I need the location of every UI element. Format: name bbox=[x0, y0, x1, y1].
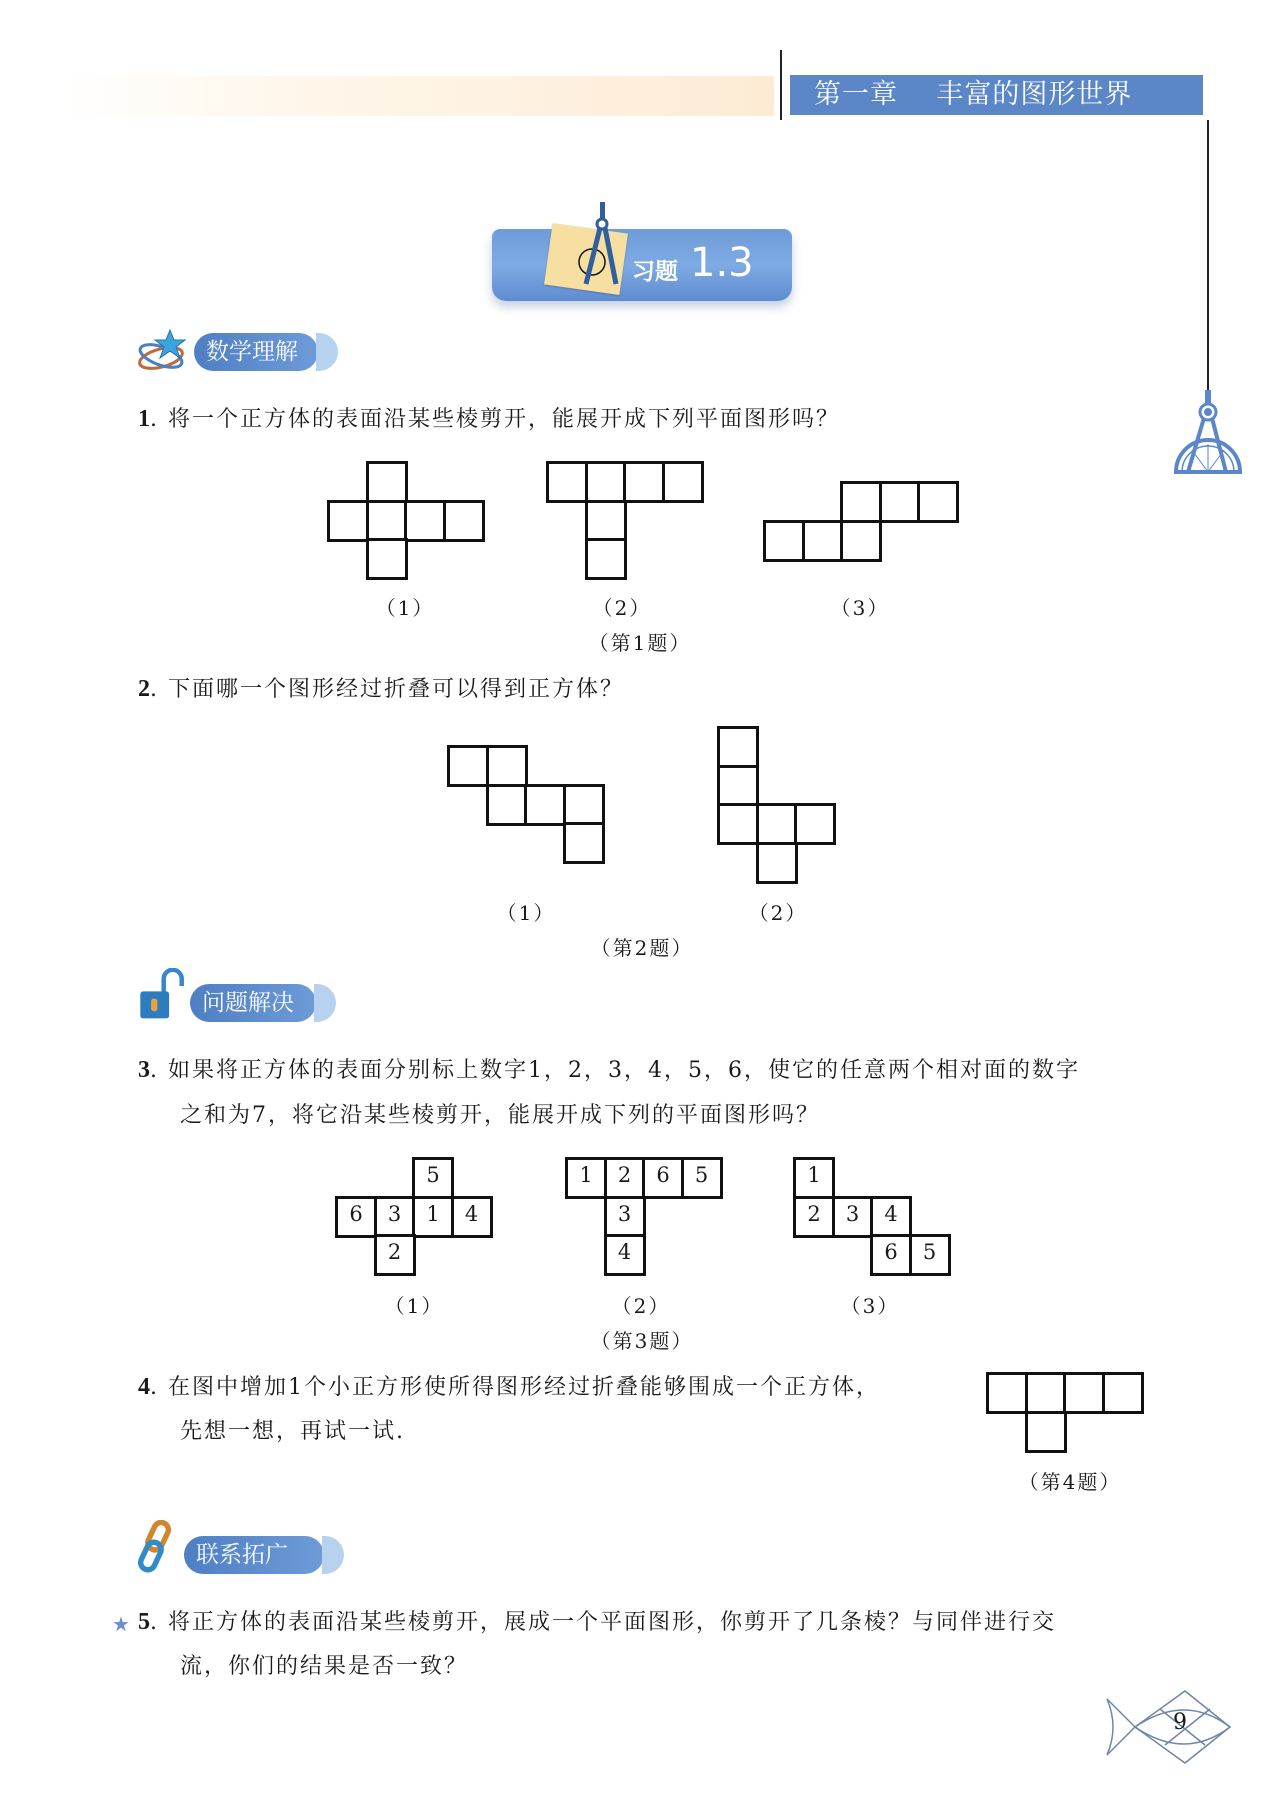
net-square bbox=[756, 842, 798, 884]
net-square bbox=[717, 803, 759, 845]
question-text: 如果将正方体的表面分别标上数字1，2，3，4，5，6，使它的任意两个相对面的数字 bbox=[168, 1058, 1080, 1083]
section-header-tail bbox=[316, 333, 338, 371]
net-square: 2 bbox=[793, 1196, 835, 1238]
figure-caption: （第2题） bbox=[590, 936, 694, 960]
net-square: 6 bbox=[335, 1196, 377, 1238]
section-header-problem-solving bbox=[190, 984, 316, 1022]
net-square bbox=[327, 500, 369, 542]
net-square: 6 bbox=[642, 1157, 684, 1199]
net-square bbox=[563, 784, 605, 826]
net-square bbox=[879, 481, 921, 523]
question-4: 4. 在图中增加1个小正方形使所得图形经过折叠能够围成一个正方体， bbox=[138, 1374, 880, 1400]
exercise-number: 1.3 bbox=[690, 240, 754, 286]
net-square: 3 bbox=[374, 1196, 416, 1238]
figure-label: （2） bbox=[592, 596, 652, 620]
question-3: 3. 如果将正方体的表面分别标上数字1，2，3，4，5，6，使它的任意两个相对面的数字 bbox=[138, 1057, 1080, 1083]
net-square bbox=[794, 803, 836, 845]
question-1: 1. 将一个正方体的表面沿某些棱剪开，能展开成下列平面图形吗？ bbox=[138, 406, 841, 432]
net-square: 4 bbox=[870, 1196, 912, 1238]
exercise-label: 习题 bbox=[632, 259, 678, 285]
net-square bbox=[840, 481, 882, 523]
net-square: 3 bbox=[604, 1196, 646, 1238]
net-square bbox=[563, 822, 605, 864]
net-square bbox=[623, 461, 665, 503]
net-square: 4 bbox=[604, 1234, 646, 1276]
net-square: 1 bbox=[793, 1157, 835, 1199]
net-square bbox=[717, 765, 759, 807]
net-square: 5 bbox=[681, 1157, 723, 1199]
net-square bbox=[756, 803, 798, 845]
question-text: 将正方体的表面沿某些棱剪开，展成一个平面图形，你剪开了几条棱？与同伴进行交 bbox=[168, 1610, 1057, 1635]
net-square bbox=[404, 500, 446, 542]
net-square bbox=[366, 538, 408, 580]
figure-label: （3） bbox=[840, 1294, 900, 1318]
chain-link-icon bbox=[132, 1520, 186, 1574]
section-header-tail bbox=[322, 1536, 344, 1574]
figure-label: （2） bbox=[611, 1294, 671, 1318]
net-square: 2 bbox=[604, 1157, 646, 1199]
question-text: 将一个正方体的表面沿某些棱剪开，能展开成下列平面图形吗？ bbox=[168, 407, 841, 432]
net-square bbox=[1063, 1372, 1105, 1414]
net-square: 5 bbox=[909, 1234, 951, 1276]
net-square: 5 bbox=[412, 1157, 454, 1199]
open-lock-icon bbox=[134, 968, 188, 1022]
header-divider bbox=[780, 50, 782, 120]
question-5-continued: 流，你们的结果是否一致？ bbox=[180, 1654, 469, 1679]
header-decoration bbox=[60, 76, 774, 116]
margin-line bbox=[1207, 120, 1209, 390]
question-5: 5. 将正方体的表面沿某些棱剪开，展成一个平面图形，你剪开了几条棱？与同伴进行交 bbox=[138, 1609, 1057, 1635]
net-square bbox=[366, 461, 408, 503]
question-text: 下面哪一个图形经过折叠可以得到正方体？ bbox=[168, 677, 625, 702]
net-square bbox=[717, 726, 759, 768]
net-square bbox=[447, 745, 489, 787]
net-square: 1 bbox=[565, 1157, 607, 1199]
net-square bbox=[1102, 1372, 1144, 1414]
net-square bbox=[840, 520, 882, 562]
question-number: 5 bbox=[138, 1609, 150, 1635]
net-square bbox=[986, 1372, 1028, 1414]
question-number: 1 bbox=[138, 406, 150, 432]
net-square bbox=[802, 520, 844, 562]
net-square bbox=[1025, 1411, 1067, 1453]
question-2: 2. 下面哪一个图形经过折叠可以得到正方体？ bbox=[138, 676, 625, 702]
section-header-math-understanding bbox=[194, 333, 318, 371]
net-square bbox=[763, 520, 805, 562]
figure-label: （1） bbox=[375, 596, 435, 620]
net-square: 6 bbox=[870, 1234, 912, 1276]
net-square bbox=[443, 500, 485, 542]
net-square: 1 bbox=[412, 1196, 454, 1238]
compass-protractor-icon bbox=[1170, 388, 1246, 476]
net-square bbox=[366, 500, 408, 542]
figure-label: （3） bbox=[830, 596, 890, 620]
chapter-label: 第一章 bbox=[814, 79, 898, 110]
net-square bbox=[486, 745, 528, 787]
section-title: 问题解决 bbox=[202, 990, 294, 1016]
section-header-extension bbox=[184, 1536, 324, 1574]
net-square bbox=[585, 500, 627, 542]
question-number: 4 bbox=[138, 1374, 150, 1400]
chapter-title-bar bbox=[790, 75, 1203, 115]
net-square bbox=[1025, 1372, 1067, 1414]
net-square bbox=[662, 461, 704, 503]
section-header-tail bbox=[314, 984, 336, 1022]
figure-label: （1） bbox=[384, 1294, 444, 1318]
net-square bbox=[917, 481, 959, 523]
question-text: 在图中增加1个小正方形使所得图形经过折叠能够围成一个正方体， bbox=[168, 1375, 880, 1400]
net-square bbox=[585, 461, 627, 503]
net-square bbox=[486, 784, 528, 826]
atom-star-icon bbox=[136, 326, 190, 380]
chapter-title: 丰富的图形世界 bbox=[936, 79, 1133, 110]
section-title: 联系拓广 bbox=[196, 1542, 288, 1568]
figure-caption: （第1题） bbox=[588, 631, 692, 655]
net-square bbox=[546, 461, 588, 503]
question-number: 3 bbox=[138, 1057, 150, 1083]
question-3-continued: 之和为7，将它沿某些棱剪开，能展开成下列的平面图形吗？ bbox=[180, 1103, 820, 1128]
figure-caption: （第4题） bbox=[1018, 1470, 1122, 1494]
figure-label: （1） bbox=[496, 901, 556, 925]
net-square bbox=[524, 784, 566, 826]
net-square bbox=[585, 538, 627, 580]
net-square: 3 bbox=[832, 1196, 874, 1238]
section-title: 数学理解 bbox=[206, 339, 298, 365]
question-number: 2 bbox=[138, 676, 150, 702]
star-icon: ★ bbox=[112, 1612, 130, 1636]
compass-icon bbox=[570, 200, 630, 290]
net-square: 4 bbox=[451, 1196, 493, 1238]
net-square: 2 bbox=[374, 1234, 416, 1276]
page-number: 9 bbox=[1173, 1710, 1187, 1735]
figure-caption: （第3题） bbox=[590, 1329, 694, 1353]
figure-label: （2） bbox=[748, 901, 808, 925]
question-4-continued: 先想一想，再试一试. bbox=[180, 1419, 405, 1444]
